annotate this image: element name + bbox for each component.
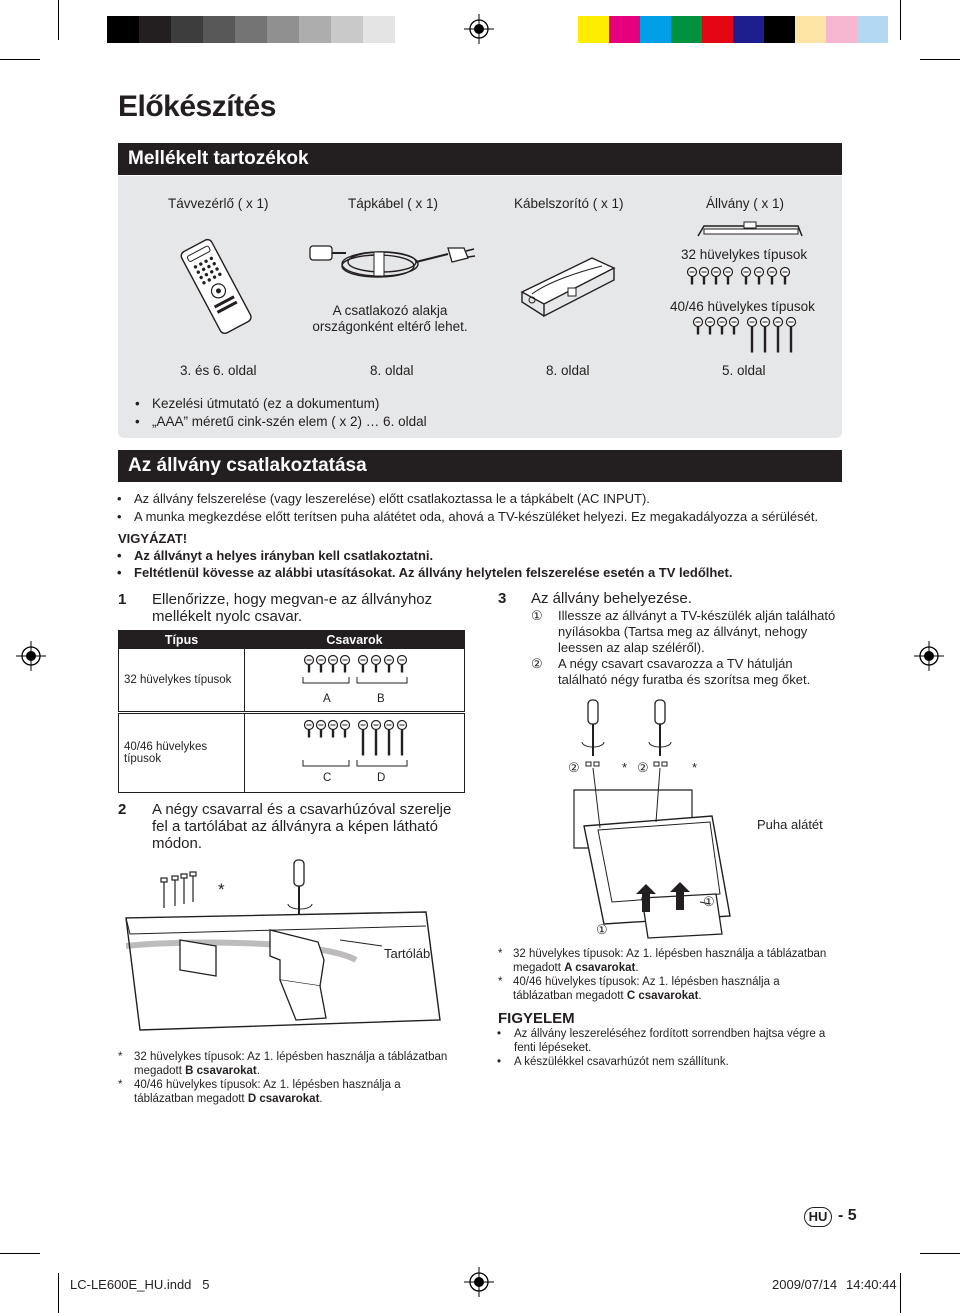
power-cord-page-ref: 8. oldal [370, 363, 414, 378]
power-cord-note-line2: országonként eltérő lehet. [312, 319, 468, 334]
screw-icon [712, 268, 721, 285]
step2-note-line2 [134, 1093, 323, 1105]
table-row1-type: 32 hüvelykes típusok [119, 649, 245, 712]
screw-icon [359, 721, 368, 756]
crop-line [0, 59, 40, 60]
screw-icon [317, 656, 326, 673]
step3-callout-2b: ② [637, 760, 649, 775]
screw-icon [398, 656, 407, 673]
screw-icon [398, 721, 407, 756]
screw-label-c: C [323, 772, 332, 784]
screw-icon [706, 318, 715, 335]
step3-note-line2 [513, 990, 702, 1002]
screw-icon [341, 656, 350, 673]
accessory-remote-label: Távvezérlő ( x 1) [168, 196, 269, 211]
page-number: - 5 [838, 1207, 857, 1224]
step2-note-line1: 32 hüvelykes típusok: Az 1. lépésben használja a táblázatban [134, 1051, 448, 1063]
step3-sub1-line1: Illessze az állványt a TV-készülék alján található [558, 608, 836, 623]
note-text: megadott [513, 962, 565, 974]
step3-sub1-mark: ① [531, 608, 543, 623]
color-swatch [733, 16, 764, 43]
color-swatch [764, 16, 795, 43]
screw-icon [317, 721, 326, 738]
color-swatch [267, 16, 299, 43]
screw-icon [329, 721, 338, 738]
color-swatch [235, 16, 267, 43]
color-swatch [578, 16, 609, 43]
screws-32-icon [684, 267, 794, 289]
crop-line [58, 0, 59, 40]
step3-note-line1: 32 hüvelykes típusok: Az 1. lépésben használja a táblázatban [513, 948, 827, 960]
step3-sub2-mark: ② [531, 656, 543, 671]
screw-icon [787, 318, 796, 353]
color-swatch [795, 16, 826, 43]
stand-foot-label: Tartóláb [384, 946, 431, 961]
screws-c-d-icon [301, 720, 411, 768]
color-swatch [203, 16, 235, 43]
remote-control-illustration [172, 238, 262, 333]
color-swatch [139, 16, 171, 43]
table-header-type: Típus [119, 631, 245, 649]
screw-icon [724, 268, 733, 285]
step3-number: 3 [498, 590, 507, 607]
table-row2-screws [245, 714, 465, 793]
note-bold-text: A csavarokat [564, 962, 636, 974]
screw-icon [688, 268, 697, 285]
table-header-screws: Csavarok [245, 631, 465, 649]
accessory-power-cord-label: Tápkábel ( x 1) [348, 196, 439, 211]
step3-sub1-line2: nyílásokba (Tartsa meg az állványt, nehogy [558, 624, 808, 639]
bracket-line [357, 760, 407, 766]
accessory-cable-clamp-label: Kábelszorító ( x 1) [514, 196, 624, 211]
note-text: . [256, 1065, 260, 1077]
screw-label-d: D [377, 772, 386, 784]
color-swatch [75, 16, 107, 43]
step3-sub2-line1: A négy csavart csavarozza a TV hátulján [558, 656, 793, 671]
soft-cloth-label: Puha alátét [757, 817, 823, 832]
crop-line [900, 0, 901, 40]
accessory-stand-label: Állvány ( x 1) [706, 196, 785, 211]
stand-header: Az állvány csatlakoztatása [118, 450, 842, 482]
screw-icon [748, 318, 757, 353]
stand-bracket-illustration [694, 220, 806, 242]
screw-label-a: A [323, 693, 331, 705]
color-swatch [299, 16, 331, 43]
crop-line [0, 1253, 40, 1254]
table-row2-type-line2: típusok [124, 753, 162, 765]
power-cord-note-line1: A csatlakozó alakja [332, 303, 448, 318]
registration-mark-bottom [464, 1267, 494, 1297]
step2-note-mark: * [118, 1051, 123, 1063]
screw-icon [700, 268, 709, 285]
step3-note-mark: * [498, 976, 503, 988]
language-badge: HU [804, 1207, 832, 1227]
note-text: megadott [134, 1065, 186, 1077]
power-cord-illustration [308, 236, 476, 290]
bracket-line [303, 760, 349, 766]
screw-icon [761, 318, 770, 353]
screws-a-b-icon [301, 655, 411, 685]
registration-mark-top [464, 14, 494, 44]
step3-mark-1b: ① [596, 922, 608, 937]
step3-sub1-line3: leessen az alap széléről). [558, 640, 705, 655]
caution-bullet: • Az állványt a helyes irányban kell csatlakoztatni. [134, 548, 433, 563]
screw-icon [385, 721, 394, 756]
step2-text-line3: módon. [152, 835, 203, 852]
note-text: táblázatban megadott [513, 990, 627, 1002]
note-text: . [698, 990, 702, 1002]
color-swatch [857, 16, 888, 43]
step2-text-line1: A négy csavarral és a csavarhúzóval szerelje [152, 801, 452, 818]
cable-clamp-illustration [518, 254, 618, 322]
note-bold-text: B csavarokat [185, 1065, 257, 1077]
table-row1-screws [245, 649, 465, 712]
step3-star-b: * [692, 760, 698, 775]
step3-note-line1: 40/46 hüvelykes típusok: Az 1. lépésben használja a [513, 976, 780, 988]
color-swatch [171, 16, 203, 43]
note-bullet-line1: • Az állvány leszereléséhez fordított sorrendben hajtsa végre a [514, 1028, 825, 1040]
stand-bullet: • A munka megkezdése előtt terítsen puha alátétet oda, ahová a TV-készüléket helyezi. Ez megakadályozza a sérülését. [134, 509, 818, 524]
step1-text-line1: Ellenőrizze, hogy megvan-e az állványhoz [152, 591, 433, 608]
caution-title: VIGYÁZAT! [118, 531, 188, 546]
screw-icon [774, 318, 783, 353]
screw-label-b: B [377, 693, 385, 705]
screw-icon [385, 656, 394, 673]
note-text: táblázatban megadott [134, 1093, 248, 1105]
screw-icon [359, 656, 368, 673]
color-swatch [826, 16, 857, 43]
step1-text-line2: mellékelt nyolc csavar. [152, 608, 303, 625]
stand-type-32-label: 32 hüvelykes típusok [681, 247, 808, 262]
screws-4046-icon [690, 317, 800, 357]
step2-text-line2: fel a tartólábat az állványra a képen látható [152, 818, 439, 835]
crop-line [58, 1273, 59, 1313]
color-swatch [702, 16, 733, 43]
screw-icon [781, 268, 790, 285]
registration-mark-left [16, 641, 46, 671]
step2-star: * [218, 880, 225, 899]
stand-page-ref: 5. oldal [722, 363, 766, 378]
footer-date: 2009/07/14 [772, 1277, 838, 1292]
step2-number: 2 [118, 801, 127, 818]
screw-icon [768, 268, 777, 285]
step3-mark-1a: ① [703, 894, 715, 909]
screw-icon [305, 656, 314, 673]
step2-note-line2 [134, 1065, 260, 1077]
step3-note-line2 [513, 962, 639, 974]
note-text: . [635, 962, 639, 974]
color-swatch [671, 16, 702, 43]
note-bold-text: C csavarokat [626, 990, 699, 1002]
screw-icon [341, 721, 350, 738]
bracket-line [357, 677, 407, 683]
cable-clamp-page-ref: 8. oldal [546, 363, 590, 378]
accessories-header: Mellékelt tartozékok [118, 143, 842, 175]
table-row2-type-line1: 40/46 hüvelykes [124, 741, 208, 753]
screw-icon [372, 656, 381, 673]
note-text: . [319, 1093, 323, 1105]
color-bar-right [578, 16, 888, 43]
step3-sub2-line2: található négy furatba és szorítsa meg őket. [558, 672, 811, 687]
remote-page-ref: 3. és 6. oldal [180, 363, 257, 378]
note-title: FIGYELEM [498, 1010, 575, 1027]
color-swatch [363, 16, 395, 43]
stand-bullet: • Az állvány felszerelése (vagy leszerelése) előtt csatlakoztassa le a tápkábelt (AC INPUT). [134, 491, 650, 506]
step3-note-mark: * [498, 948, 503, 960]
step2-note-line1: 40/46 hüvelykes típusok: Az 1. lépésben használja a [134, 1079, 401, 1091]
footer-filename: LC-LE600E_HU.indd 5 [70, 1277, 210, 1292]
page-title: Előkészítés [118, 90, 276, 123]
screw-table [118, 630, 465, 712]
crop-line [920, 59, 960, 60]
stand-type-4046-label: 40/46 hüvelykes típusok [670, 299, 815, 314]
screw-icon [730, 318, 739, 335]
crop-line [920, 1253, 960, 1254]
table-row2-type [119, 714, 245, 793]
footer-time: 14:40:44 [846, 1277, 897, 1292]
screw-icon [718, 318, 727, 335]
screw-table-row2 [118, 713, 465, 793]
step1-number: 1 [118, 591, 127, 608]
tv-stand-insert-illustration [560, 698, 760, 948]
note-bullet-line1: • A készülékkel csavarhúzót nem szállítunk. [514, 1056, 729, 1068]
bracket-line [303, 677, 349, 683]
note-bullet-line2: fenti lépéseket. [514, 1042, 592, 1054]
step3-title: Az állvány behelyezése. [531, 590, 692, 607]
screw-icon [372, 721, 381, 756]
screw-icon [329, 656, 338, 673]
screw-icon [742, 268, 751, 285]
screw-icon [305, 721, 314, 738]
note-bold-text: D csavarokat [247, 1093, 320, 1105]
step2-note-mark: * [118, 1079, 123, 1091]
accessory-bullet: • „AAA” méretű cink-szén elem ( x 2) … 6. oldal [152, 414, 427, 429]
color-swatch [640, 16, 671, 43]
color-bar-left [75, 16, 395, 43]
screw-icon [755, 268, 764, 285]
color-swatch [107, 16, 139, 43]
accessory-bullet: • Kezelési útmutató (ez a dokumentum) [152, 396, 379, 411]
step3-callout-2a: ② [568, 760, 580, 775]
screw-icon [694, 318, 703, 335]
registration-mark-right [914, 641, 944, 671]
crop-line [900, 1273, 901, 1313]
color-swatch [609, 16, 640, 43]
step3-star-a: * [622, 760, 628, 775]
color-swatch [331, 16, 363, 43]
caution-bullet: • Feltétlenül kövesse az alábbi utasításokat. Az állvány helytelen felszerelése esetén a TV ledőlhet. [134, 565, 732, 580]
